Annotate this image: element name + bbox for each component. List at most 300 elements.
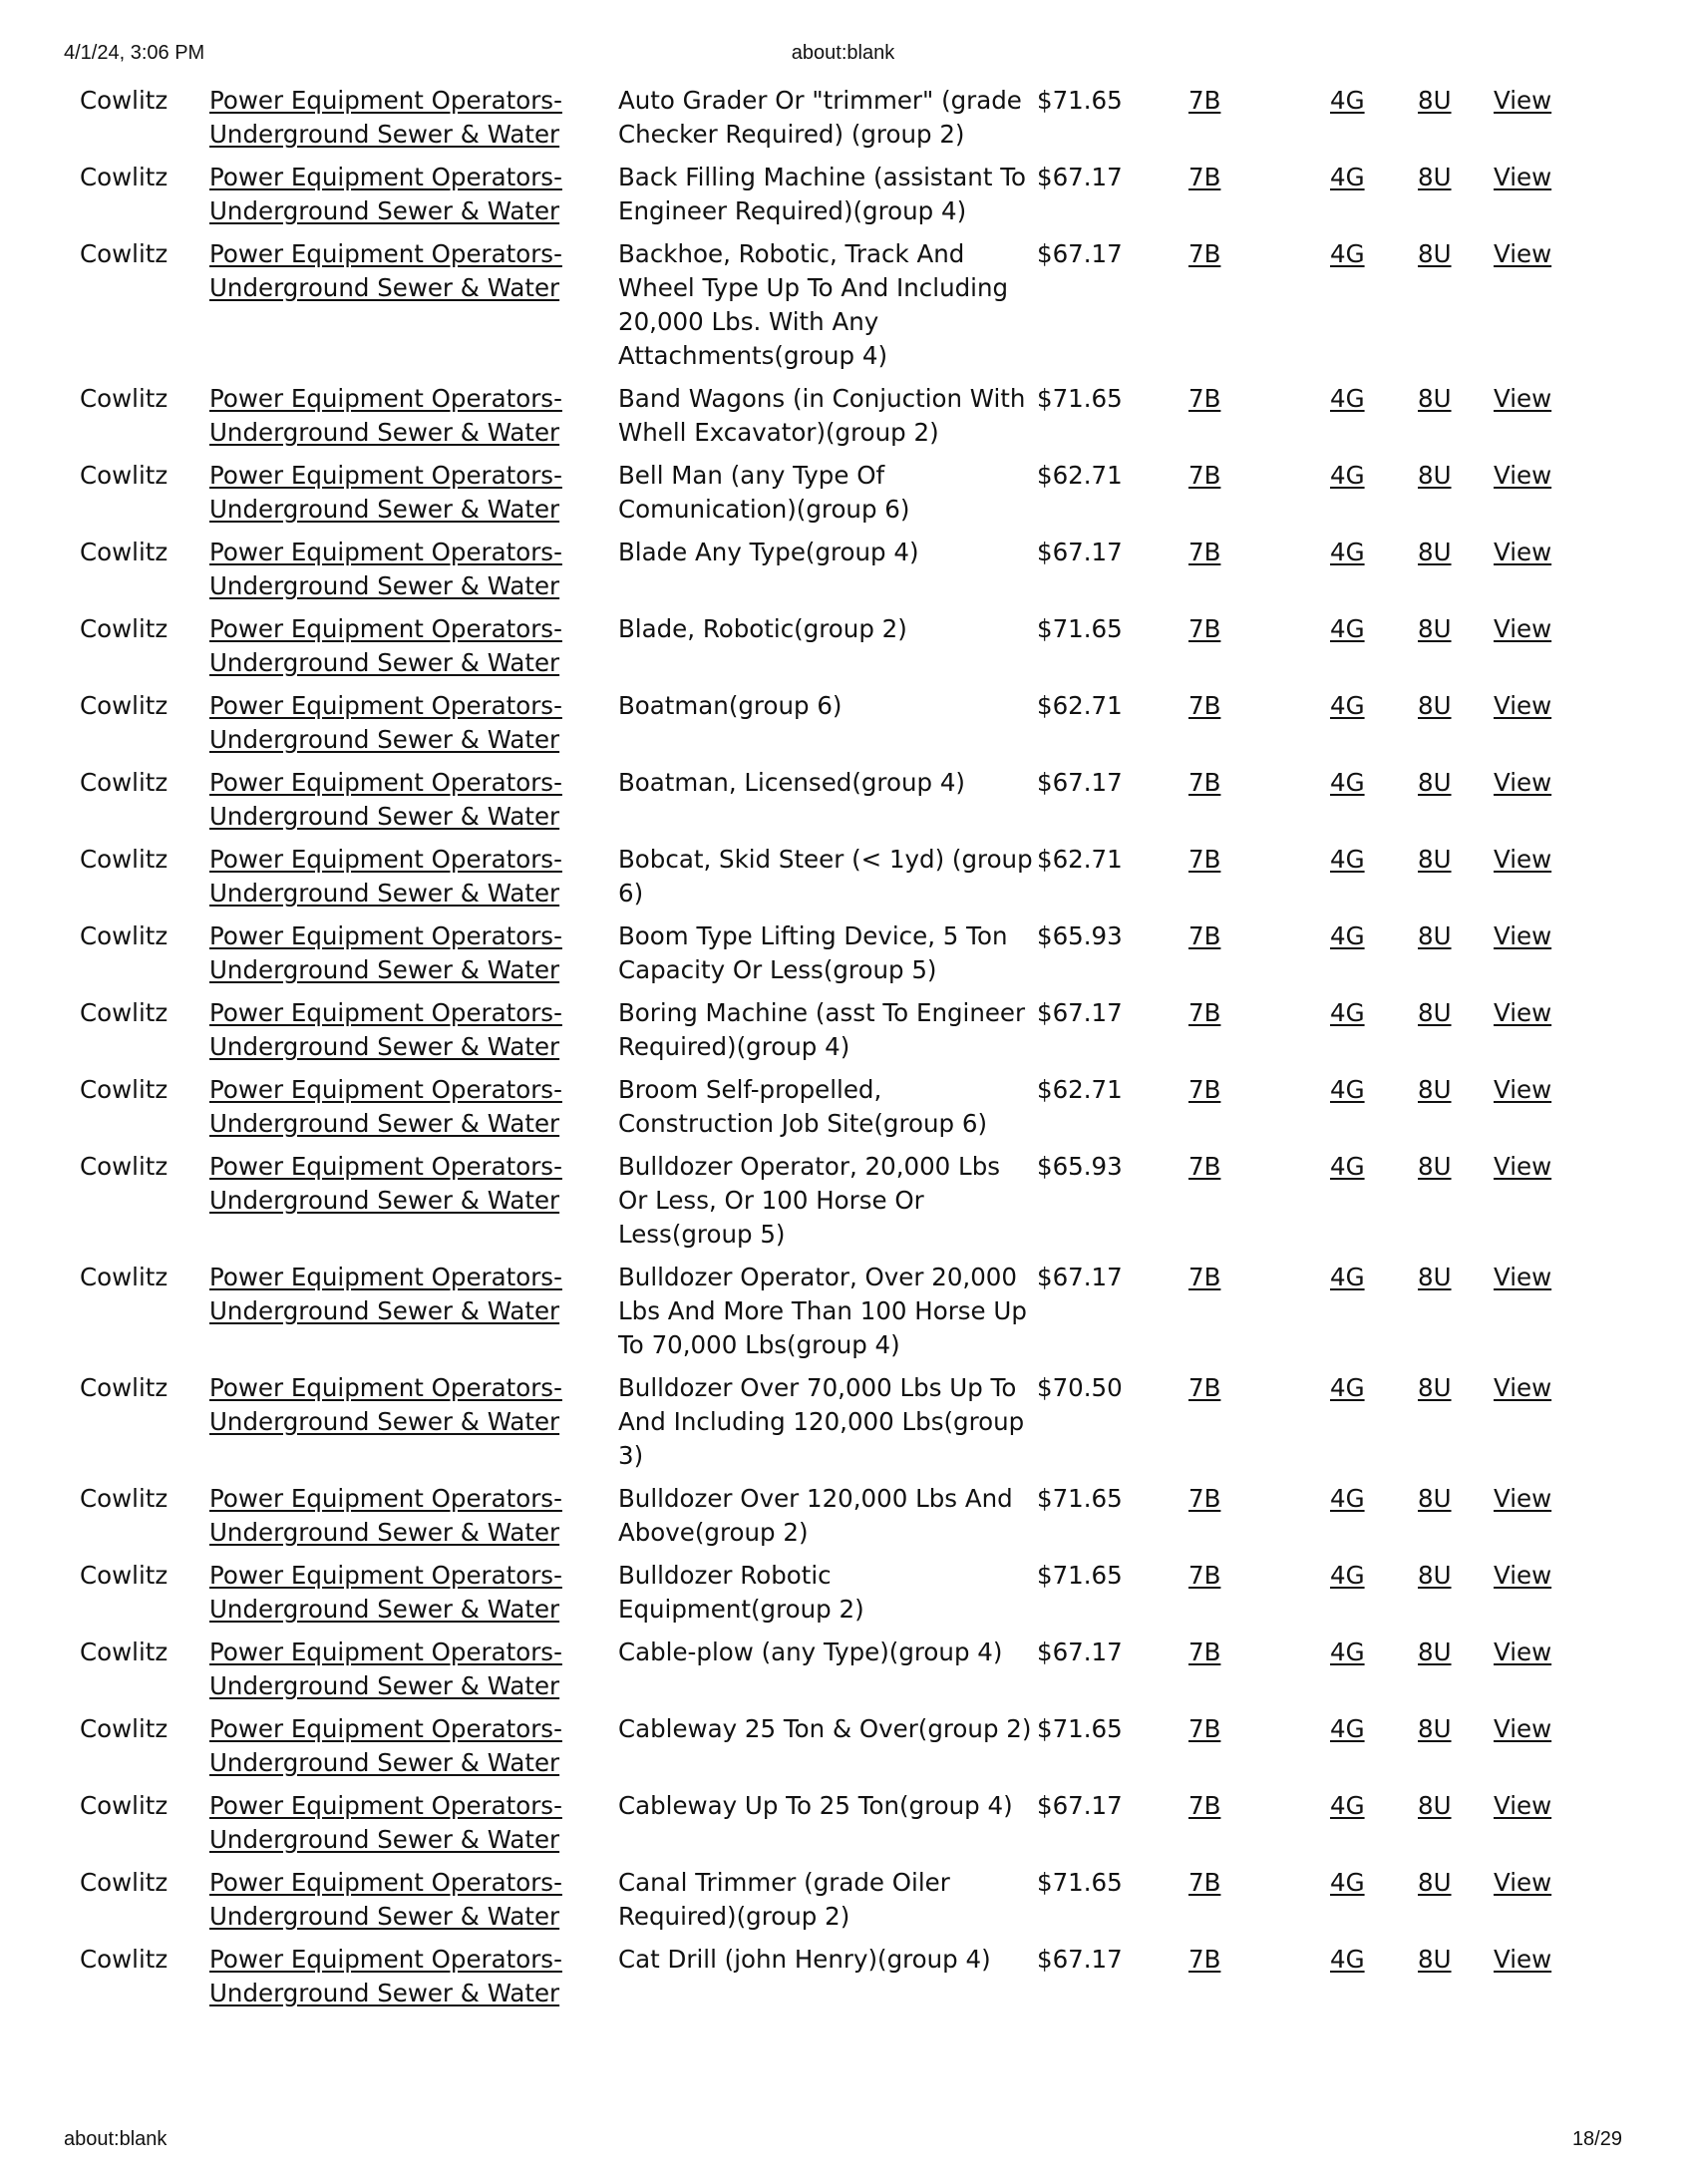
view-link[interactable]: View	[1494, 163, 1552, 191]
holiday-code-cell	[1161, 161, 1294, 237]
holiday-code-link[interactable]: 7B	[1188, 1484, 1221, 1513]
trade-cell	[209, 689, 618, 766]
trade-link-line: Underground Sewer & Water	[209, 273, 560, 302]
note-code-link[interactable]: 8U	[1418, 163, 1452, 191]
wage-cell	[1037, 1636, 1161, 1712]
trade-link[interactable]	[209, 1373, 562, 1436]
trade-link[interactable]	[209, 998, 562, 1061]
trade-link[interactable]	[209, 845, 562, 908]
table-row	[80, 161, 1573, 237]
trade-link-line: Underground Sewer & Water	[209, 1595, 560, 1624]
overtime-code-link[interactable]: 4G	[1330, 461, 1365, 490]
classification-cell	[618, 1073, 1037, 1150]
county-cell	[80, 1482, 209, 1559]
classification-text: Boatman, Licensed(group 4)	[618, 768, 965, 797]
holiday-code-link[interactable]: 7B	[1188, 384, 1221, 413]
note-code-cell	[1412, 536, 1494, 612]
note-code-link[interactable]: 8U	[1418, 614, 1452, 643]
view-link[interactable]: View	[1494, 691, 1552, 720]
view-link[interactable]: View	[1494, 614, 1552, 643]
overtime-code-link[interactable]: 4G	[1330, 768, 1365, 797]
holiday-code-cell	[1161, 919, 1294, 996]
trade-link[interactable]	[209, 1714, 562, 1777]
classification-text: Cable-plow (any Type)(group 4)	[618, 1638, 1003, 1666]
view-link[interactable]: View	[1494, 1075, 1552, 1104]
note-code-cell	[1412, 766, 1494, 843]
view-link[interactable]: View	[1494, 239, 1552, 268]
view-link[interactable]: View	[1494, 1152, 1552, 1181]
overtime-code-link[interactable]: 4G	[1330, 845, 1365, 874]
wage-text: $71.65	[1037, 1868, 1123, 1897]
overtime-code-cell	[1294, 1073, 1412, 1150]
note-code-link[interactable]: 8U	[1418, 239, 1452, 268]
overtime-code-link[interactable]: 4G	[1330, 1638, 1365, 1666]
county-text: Cowlitz	[80, 384, 169, 413]
classification-text: Bobcat, Skid Steer (< 1yd) (group 6)	[618, 845, 1033, 908]
holiday-code-cell	[1161, 612, 1294, 689]
overtime-code-link[interactable]: 4G	[1330, 384, 1365, 413]
wage-text: $67.17	[1037, 998, 1123, 1027]
county-cell	[80, 84, 209, 161]
view-cell	[1494, 459, 1573, 536]
wage-text: $67.17	[1037, 1638, 1123, 1666]
trade-cell	[209, 766, 618, 843]
note-code-cell	[1412, 1371, 1494, 1482]
county-cell	[80, 1636, 209, 1712]
trade-link[interactable]	[209, 1868, 562, 1931]
county-cell	[80, 1261, 209, 1371]
note-code-link[interactable]: 8U	[1418, 1945, 1452, 1974]
note-code-link[interactable]: 8U	[1418, 845, 1452, 874]
overtime-code-link[interactable]: 4G	[1330, 538, 1365, 566]
county-cell	[80, 1866, 209, 1943]
holiday-code-link[interactable]: 7B	[1188, 1945, 1221, 1974]
wage-text: $67.17	[1037, 768, 1123, 797]
wage-cell	[1037, 1261, 1161, 1371]
print-header-datetime: 4/1/24, 3:06 PM	[64, 42, 205, 64]
note-code-link[interactable]: 8U	[1418, 1561, 1452, 1590]
trade-link-line: Power Equipment Operators-	[209, 1373, 562, 1402]
classification-text: Band Wagons (in Conjuction With Whell Excavator)(group 2)	[618, 384, 1026, 447]
county-text: Cowlitz	[80, 845, 169, 874]
note-code-link[interactable]: 8U	[1418, 1484, 1452, 1513]
overtime-code-link[interactable]: 4G	[1330, 1561, 1365, 1590]
note-code-cell	[1412, 1261, 1494, 1371]
holiday-code-cell	[1161, 1371, 1294, 1482]
note-code-link[interactable]: 8U	[1418, 1075, 1452, 1104]
view-cell	[1494, 1866, 1573, 1943]
note-code-link[interactable]: 8U	[1418, 998, 1452, 1027]
holiday-code-link[interactable]: 7B	[1188, 163, 1221, 191]
holiday-code-link[interactable]: 7B	[1188, 1075, 1221, 1104]
view-link[interactable]: View	[1494, 461, 1552, 490]
note-code-link[interactable]: 8U	[1418, 1152, 1452, 1181]
trade-link-line: Power Equipment Operators-	[209, 845, 562, 874]
note-code-cell	[1412, 459, 1494, 536]
holiday-code-link[interactable]: 7B	[1188, 461, 1221, 490]
holiday-code-cell	[1161, 84, 1294, 161]
note-code-link[interactable]: 8U	[1418, 538, 1452, 566]
county-cell	[80, 536, 209, 612]
trade-link[interactable]	[209, 538, 562, 600]
classification-cell	[618, 919, 1037, 996]
overtime-code-link[interactable]: 4G	[1330, 1791, 1365, 1820]
trade-link-line: Underground Sewer & Water	[209, 802, 560, 831]
note-code-link[interactable]: 8U	[1418, 768, 1452, 797]
county-cell	[80, 919, 209, 996]
classification-text: Auto Grader Or "trimmer" (grade Checker Required) (group 2)	[618, 86, 1022, 149]
county-cell	[80, 382, 209, 459]
overtime-code-link[interactable]: 4G	[1330, 1152, 1365, 1181]
view-link[interactable]: View	[1494, 1638, 1552, 1666]
county-cell	[80, 1150, 209, 1261]
classification-text: Back Filling Machine (assistant To Engineer Required)(group 4)	[618, 163, 1027, 225]
view-link[interactable]: View	[1494, 1561, 1552, 1590]
trade-cell	[209, 382, 618, 459]
classification-text: Boatman(group 6)	[618, 691, 843, 720]
county-cell	[80, 843, 209, 919]
overtime-code-cell	[1294, 459, 1412, 536]
trade-link[interactable]	[209, 239, 562, 302]
overtime-code-link[interactable]: 4G	[1330, 86, 1365, 115]
classification-cell	[618, 1866, 1037, 1943]
county-cell	[80, 1789, 209, 1866]
county-text: Cowlitz	[80, 86, 169, 115]
overtime-code-cell	[1294, 161, 1412, 237]
holiday-code-link[interactable]: 7B	[1188, 1714, 1221, 1743]
trade-link[interactable]	[209, 614, 562, 677]
trade-link-line: Underground Sewer & Water	[209, 1671, 560, 1700]
trade-link-line: Underground Sewer & Water	[209, 1296, 560, 1325]
county-text: Cowlitz	[80, 921, 169, 950]
wage-text: $62.71	[1037, 845, 1123, 874]
trade-link[interactable]	[209, 1945, 562, 2007]
trade-link-line: Underground Sewer & Water	[209, 1109, 560, 1138]
holiday-code-cell	[1161, 843, 1294, 919]
wage-text: $67.17	[1037, 538, 1123, 566]
trade-link[interactable]	[209, 1263, 562, 1325]
table-row	[80, 1866, 1573, 1943]
trade-link[interactable]	[209, 461, 562, 524]
classification-cell	[618, 459, 1037, 536]
note-code-link[interactable]: 8U	[1418, 1791, 1452, 1820]
county-cell	[80, 161, 209, 237]
holiday-code-cell	[1161, 1712, 1294, 1789]
classification-cell	[618, 1943, 1037, 2019]
holiday-code-link[interactable]: 7B	[1188, 538, 1221, 566]
trade-cell	[209, 84, 618, 161]
view-link[interactable]: View	[1494, 86, 1552, 115]
trade-cell	[209, 1636, 618, 1712]
overtime-code-cell	[1294, 1482, 1412, 1559]
overtime-code-link[interactable]: 4G	[1330, 163, 1365, 191]
holiday-code-cell	[1161, 459, 1294, 536]
view-cell	[1494, 1073, 1573, 1150]
county-cell	[80, 996, 209, 1073]
note-code-link[interactable]: 8U	[1418, 1373, 1452, 1402]
view-cell	[1494, 1943, 1573, 2019]
holiday-code-cell	[1161, 996, 1294, 1073]
view-link[interactable]: View	[1494, 1373, 1552, 1402]
view-link[interactable]: View	[1494, 921, 1552, 950]
classification-text: Bulldozer Robotic Equipment(group 2)	[618, 1561, 864, 1624]
table-row	[80, 1261, 1573, 1371]
view-cell	[1494, 1559, 1573, 1636]
trade-link-line: Underground Sewer & Water	[209, 879, 560, 908]
county-text: Cowlitz	[80, 1791, 169, 1820]
overtime-code-link[interactable]: 4G	[1330, 1075, 1365, 1104]
classification-cell	[618, 84, 1037, 161]
county-text: Cowlitz	[80, 691, 169, 720]
overtime-code-link[interactable]: 4G	[1330, 691, 1365, 720]
note-code-link[interactable]: 8U	[1418, 384, 1452, 413]
holiday-code-link[interactable]: 7B	[1188, 239, 1221, 268]
print-footer-page: 18/29	[1571, 2128, 1622, 2150]
trade-link[interactable]	[209, 1484, 562, 1547]
note-code-cell	[1412, 1482, 1494, 1559]
overtime-code-link[interactable]: 4G	[1330, 921, 1365, 950]
view-link[interactable]: View	[1494, 998, 1552, 1027]
county-text: Cowlitz	[80, 538, 169, 566]
trade-link-line: Underground Sewer & Water	[209, 1518, 560, 1547]
trade-cell	[209, 612, 618, 689]
overtime-code-cell	[1294, 1261, 1412, 1371]
overtime-code-cell	[1294, 766, 1412, 843]
overtime-code-cell	[1294, 1789, 1412, 1866]
note-code-cell	[1412, 1150, 1494, 1261]
table-row	[80, 459, 1573, 536]
trade-link-line: Power Equipment Operators-	[209, 1484, 562, 1513]
holiday-code-link[interactable]: 7B	[1188, 1868, 1221, 1897]
note-code-cell	[1412, 1073, 1494, 1150]
trade-link-line: Power Equipment Operators-	[209, 1152, 562, 1181]
holiday-code-cell	[1161, 766, 1294, 843]
trade-link-line: Power Equipment Operators-	[209, 461, 562, 490]
view-link[interactable]: View	[1494, 845, 1552, 874]
overtime-code-link[interactable]: 4G	[1330, 1373, 1365, 1402]
holiday-code-link[interactable]: 7B	[1188, 1152, 1221, 1181]
trade-cell	[209, 1073, 618, 1150]
trade-link-line: Power Equipment Operators-	[209, 1714, 562, 1743]
note-code-cell	[1412, 612, 1494, 689]
table-row	[80, 382, 1573, 459]
trade-link-line: Power Equipment Operators-	[209, 1638, 562, 1666]
holiday-code-cell	[1161, 1866, 1294, 1943]
holiday-code-link[interactable]: 7B	[1188, 1263, 1221, 1291]
trade-cell	[209, 1866, 618, 1943]
holiday-code-link[interactable]: 7B	[1188, 614, 1221, 643]
trade-link[interactable]	[209, 384, 562, 447]
county-text: Cowlitz	[80, 1484, 169, 1513]
county-text: Cowlitz	[80, 614, 169, 643]
view-cell	[1494, 1712, 1573, 1789]
view-cell	[1494, 843, 1573, 919]
classification-text: Bulldozer Over 70,000 Lbs Up To And Including 120,000 Lbs(group 3)	[618, 1373, 1025, 1470]
classification-text: Bulldozer Over 120,000 Lbs And Above(group 2)	[618, 1484, 1013, 1547]
overtime-code-cell	[1294, 919, 1412, 996]
classification-text: Backhoe, Robotic, Track And Wheel Type Up To And Including 20,000 Lbs. With Any Attachments(group 4)	[618, 239, 1009, 370]
trade-link-line: Power Equipment Operators-	[209, 86, 562, 115]
trade-link-line: Power Equipment Operators-	[209, 1791, 562, 1820]
view-cell	[1494, 536, 1573, 612]
overtime-code-cell	[1294, 843, 1412, 919]
trade-link[interactable]	[209, 691, 562, 754]
wage-cell	[1037, 766, 1161, 843]
trade-link[interactable]	[209, 163, 562, 225]
county-text: Cowlitz	[80, 768, 169, 797]
wage-cell	[1037, 1150, 1161, 1261]
holiday-code-link[interactable]: 7B	[1188, 1791, 1221, 1820]
view-link[interactable]: View	[1494, 1945, 1552, 1974]
table-row	[80, 1371, 1573, 1482]
wage-text: $67.17	[1037, 1945, 1123, 1974]
trade-cell	[209, 1943, 618, 2019]
holiday-code-link[interactable]: 7B	[1188, 1638, 1221, 1666]
holiday-code-link[interactable]: 7B	[1188, 998, 1221, 1027]
holiday-code-link[interactable]: 7B	[1188, 691, 1221, 720]
trade-link-line: Underground Sewer & Water	[209, 196, 560, 225]
holiday-code-cell	[1161, 382, 1294, 459]
classification-text: Bulldozer Operator, Over 20,000 Lbs And More Than 100 Horse Up To 70,000 Lbs(group 4)	[618, 1263, 1027, 1359]
holiday-code-link[interactable]: 7B	[1188, 768, 1221, 797]
view-link[interactable]: View	[1494, 1868, 1552, 1897]
note-code-link[interactable]: 8U	[1418, 1714, 1452, 1743]
trade-link[interactable]	[209, 1638, 562, 1700]
view-link[interactable]: View	[1494, 538, 1552, 566]
wage-cell	[1037, 161, 1161, 237]
view-link[interactable]: View	[1494, 768, 1552, 797]
overtime-code-link[interactable]: 4G	[1330, 1484, 1365, 1513]
overtime-code-link[interactable]: 4G	[1330, 1868, 1365, 1897]
wage-cell	[1037, 996, 1161, 1073]
county-cell	[80, 689, 209, 766]
note-code-cell	[1412, 84, 1494, 161]
trade-link[interactable]	[209, 86, 562, 149]
overtime-code-link[interactable]: 4G	[1330, 1714, 1365, 1743]
holiday-code-cell	[1161, 536, 1294, 612]
holiday-code-link[interactable]: 7B	[1188, 1561, 1221, 1590]
classification-cell	[618, 612, 1037, 689]
wage-cell	[1037, 1559, 1161, 1636]
note-code-cell	[1412, 237, 1494, 382]
note-code-cell	[1412, 689, 1494, 766]
overtime-code-link[interactable]: 4G	[1330, 239, 1365, 268]
overtime-code-link[interactable]: 4G	[1330, 1263, 1365, 1291]
trade-link[interactable]	[209, 1791, 562, 1854]
trade-link-line: Power Equipment Operators-	[209, 1263, 562, 1291]
trade-link[interactable]	[209, 1561, 562, 1624]
wage-cell	[1037, 1943, 1161, 2019]
wage-cell	[1037, 1482, 1161, 1559]
holiday-code-link[interactable]: 7B	[1188, 921, 1221, 950]
wage-text: $62.71	[1037, 691, 1123, 720]
holiday-code-link[interactable]: 7B	[1188, 86, 1221, 115]
note-code-link[interactable]: 8U	[1418, 1263, 1452, 1291]
trade-cell	[209, 919, 618, 996]
view-cell	[1494, 1261, 1573, 1371]
trade-link[interactable]	[209, 1075, 562, 1138]
trade-cell	[209, 161, 618, 237]
trade-cell	[209, 996, 618, 1073]
wage-text: $71.65	[1037, 86, 1123, 115]
holiday-code-cell	[1161, 1150, 1294, 1261]
view-link[interactable]: View	[1494, 1484, 1552, 1513]
overtime-code-link[interactable]: 4G	[1330, 1945, 1365, 1974]
trade-link[interactable]	[209, 768, 562, 831]
county-cell	[80, 1943, 209, 2019]
classification-text: Bell Man (any Type Of Comunication)(group 6)	[618, 461, 910, 524]
trade-link-line: Underground Sewer & Water	[209, 1979, 560, 2007]
county-cell	[80, 237, 209, 382]
table-row	[80, 1943, 1573, 2019]
wage-cell	[1037, 843, 1161, 919]
classification-text: Broom Self-propelled, Construction Job Site(group 6)	[618, 1075, 988, 1138]
classification-cell	[618, 382, 1037, 459]
overtime-code-cell	[1294, 996, 1412, 1073]
wage-text: $62.71	[1037, 1075, 1123, 1104]
wage-cell	[1037, 1073, 1161, 1150]
view-link[interactable]: View	[1494, 1791, 1552, 1820]
county-text: Cowlitz	[80, 1868, 169, 1897]
trade-link[interactable]	[209, 1152, 562, 1215]
overtime-code-link[interactable]: 4G	[1330, 998, 1365, 1027]
wage-cell	[1037, 1712, 1161, 1789]
county-text: Cowlitz	[80, 163, 169, 191]
trade-cell	[209, 843, 618, 919]
wage-text: $71.65	[1037, 384, 1123, 413]
note-code-link[interactable]: 8U	[1418, 1868, 1452, 1897]
view-link[interactable]: View	[1494, 384, 1552, 413]
county-text: Cowlitz	[80, 1263, 169, 1291]
trade-link-line: Underground Sewer & Water	[209, 1032, 560, 1061]
classification-text: Cableway 25 Ton & Over(group 2)	[618, 1714, 1032, 1743]
trade-link-line: Power Equipment Operators-	[209, 768, 562, 797]
trade-link-line: Underground Sewer & Water	[209, 725, 560, 754]
trade-cell	[209, 536, 618, 612]
trade-cell	[209, 1559, 618, 1636]
print-header-title: about:blank	[791, 42, 895, 64]
county-text: Cowlitz	[80, 1945, 169, 1974]
trade-link-line: Power Equipment Operators-	[209, 614, 562, 643]
note-code-link[interactable]: 8U	[1418, 691, 1452, 720]
note-code-link[interactable]: 8U	[1418, 921, 1452, 950]
overtime-code-cell	[1294, 536, 1412, 612]
trade-link-line: Underground Sewer & Water	[209, 495, 560, 524]
county-cell	[80, 459, 209, 536]
note-code-link[interactable]: 8U	[1418, 1638, 1452, 1666]
holiday-code-link[interactable]: 7B	[1188, 845, 1221, 874]
trade-link-line: Power Equipment Operators-	[209, 163, 562, 191]
note-code-link[interactable]: 8U	[1418, 86, 1452, 115]
classification-cell	[618, 237, 1037, 382]
view-link[interactable]: View	[1494, 1714, 1552, 1743]
overtime-code-link[interactable]: 4G	[1330, 614, 1365, 643]
trade-cell	[209, 237, 618, 382]
overtime-code-cell	[1294, 1150, 1412, 1261]
holiday-code-link[interactable]: 7B	[1188, 1373, 1221, 1402]
wage-cell	[1037, 612, 1161, 689]
classification-cell	[618, 536, 1037, 612]
wage-cell	[1037, 237, 1161, 382]
overtime-code-cell	[1294, 84, 1412, 161]
note-code-link[interactable]: 8U	[1418, 461, 1452, 490]
note-code-cell	[1412, 1789, 1494, 1866]
trade-link[interactable]	[209, 921, 562, 984]
view-link[interactable]: View	[1494, 1263, 1552, 1291]
view-cell	[1494, 1482, 1573, 1559]
holiday-code-cell	[1161, 1789, 1294, 1866]
wage-text: $67.17	[1037, 163, 1123, 191]
